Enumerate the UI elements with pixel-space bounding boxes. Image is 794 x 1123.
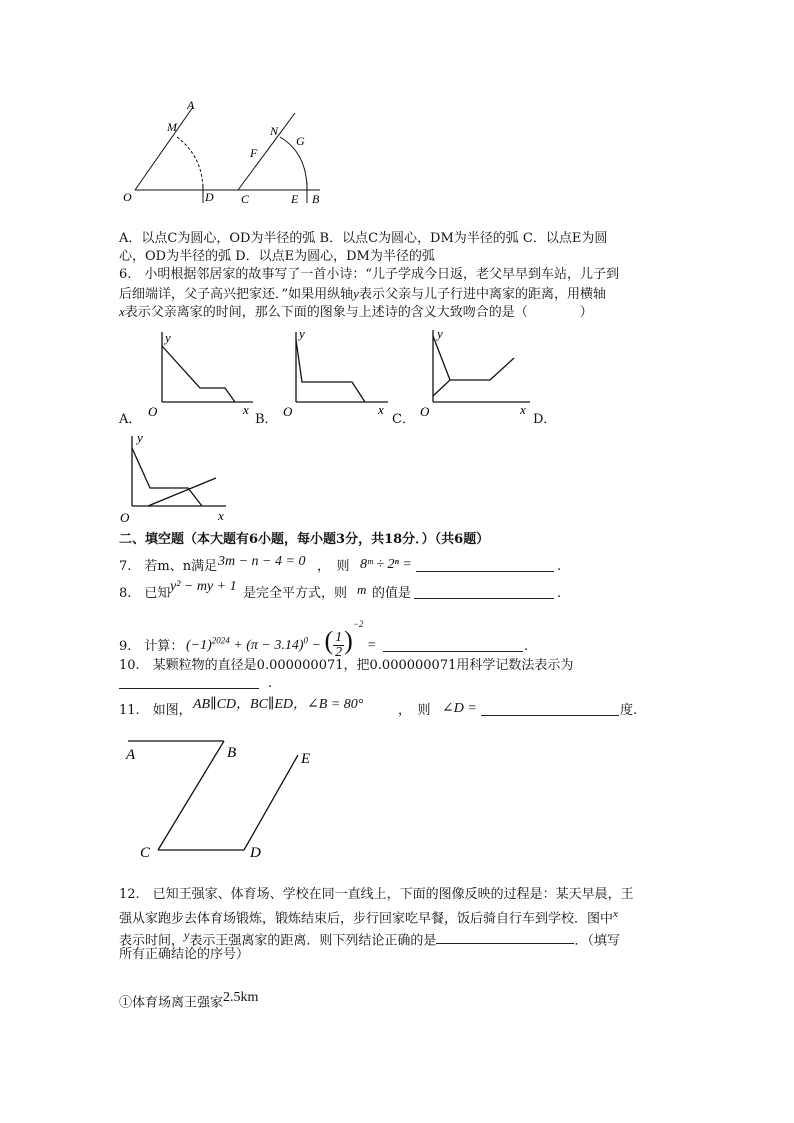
q12-line3-end: ．（填写 (574, 933, 620, 949)
axis-y-label: y (299, 326, 305, 341)
q9-equals: = (366, 638, 377, 653)
q5-options-line2: 心，OD为半径的弧 D．以点E为圆心，DM为半径的弧 (119, 249, 435, 264)
q11-ask: ∠D = (442, 701, 477, 716)
q7-mid: ， 则 (317, 559, 350, 574)
q6-line3 (119, 302, 593, 322)
q11-mid: ， 则 (398, 703, 431, 718)
q6-line2 (119, 284, 606, 304)
origin-label: O (120, 510, 130, 525)
graph-line-return (433, 380, 450, 396)
q9-end: . (524, 639, 529, 654)
q8-rest: 的值是 (372, 586, 412, 601)
q9-exp-c: −2 (352, 619, 364, 629)
label-n: N (270, 124, 279, 138)
q12-line3-rest: 表示王强离家的距离．则下列结论正确的是 (189, 933, 437, 949)
q9-minus: − (311, 638, 321, 653)
origin-label: O (148, 404, 158, 419)
q6-line3-text: 表示父亲离家的时间，那么下面的图象与上述诗的含义大致吻合的是（ ） (124, 305, 593, 320)
q9-frac-den: 2 (335, 645, 343, 661)
axis-x-label: x (218, 508, 224, 523)
q5-options-line1: A．以点C为圆心，OD为半径的弧 B．以点C为圆心，DM为半径的弧 C．以点E为圆 (119, 231, 608, 246)
origin-label: O (420, 404, 430, 419)
axis-x-label: x (243, 402, 249, 417)
origin-label: O (283, 404, 293, 419)
segment-bc (158, 741, 224, 850)
q9-term-b: + (π − 3.14) (233, 638, 304, 653)
q9-frac-num: 1 (335, 630, 343, 646)
label-c: C (140, 845, 151, 861)
label-d: D (250, 845, 261, 861)
q12-var-y: y (184, 928, 190, 942)
graph-line (132, 448, 202, 506)
graph-a-label: A． (119, 412, 142, 427)
q8-end: . (557, 586, 562, 601)
label-a: A (126, 747, 136, 763)
q6-line2-rest: 表示父亲与儿子行进中离家的距离，用横轴 (358, 287, 606, 302)
graph-b-label: B． (255, 412, 278, 427)
q8-mid: 是完全平方式，则 (243, 586, 348, 601)
q7-prefix: 7. 若m、n满足 (119, 559, 218, 574)
q11-answer-blank[interactable] (481, 715, 619, 716)
segment-de (244, 755, 298, 850)
q8-prefix: 8. 已知 (119, 586, 171, 601)
label-g: G (296, 134, 305, 148)
q9-term-a: (−1) (186, 638, 212, 653)
graph-line-return (165, 384, 220, 402)
graph-option-a (145, 328, 265, 423)
label-e: E (291, 192, 299, 206)
q12-line2 (119, 905, 618, 928)
q7-expression: 8ᵐ ÷ 2ⁿ = (360, 557, 412, 572)
q12-line2-text: 强从家跑步去体育场锻炼，锻炼结束后，步行回家吃早餐，饭后骑自行车到学校．图中 (119, 911, 614, 927)
q12-answer-blank[interactable] (436, 930, 574, 944)
q12-line4: 所有正确结论的序号） (119, 947, 250, 962)
graph-option-b (280, 328, 400, 423)
q12-item1-text: ①体育场离王强家 (119, 995, 224, 1011)
axis-x-label: x (378, 402, 384, 417)
q8-answer-blank[interactable] (414, 598, 554, 599)
q12-item1 (119, 988, 258, 1012)
label-o: O (123, 190, 132, 204)
q9-prefix: 9. 计算： (119, 639, 184, 654)
q10-answer-blank[interactable] (119, 688, 259, 689)
q10-end: . (268, 676, 273, 691)
graph-c-label: C． (392, 412, 415, 427)
axis-y-label: y (437, 326, 443, 341)
graph-option-d (118, 428, 238, 528)
q6-line2-text: 后细端详，父子高兴把家还．”如果用纵轴 (119, 287, 354, 302)
q11-expression: AB∥CD，BC∥ED，∠B = 80° (193, 697, 364, 712)
graph-line-return (148, 478, 216, 506)
ray-cn (238, 113, 295, 190)
q8-expression: y² − my + 1 (170, 579, 237, 594)
q12-line3-text: 表示时间， (119, 933, 185, 949)
q12-var-x: x (613, 908, 618, 920)
label-e: E (301, 751, 311, 767)
q6-var-y: y (353, 286, 359, 301)
q10-line1: 10. 某颗粒物的直径是0.000000071，把0.000000071用科学记数法表示为 (119, 658, 574, 673)
q9-exp-a: 2024 (211, 635, 230, 646)
q11-unit: 度. (620, 703, 638, 718)
q7-answer-blank[interactable] (416, 571, 554, 572)
graph-option-c (418, 322, 538, 422)
q8-var-m: m (357, 582, 367, 597)
section-2-heading: 二、填空题（本大题有6小题，每小题3分，共18分．）（共6题） (119, 532, 490, 547)
label-f: F (250, 146, 258, 160)
q7-end: . (557, 559, 562, 574)
label-b: B (312, 192, 320, 206)
arc-md (177, 137, 203, 190)
graph-line (296, 340, 365, 402)
q12-line1: 12. 已知王强家、体育场、学校在同一直线上，下面的图像反映的过程是：某天早晨，王 (119, 887, 634, 902)
q9-expression: $(-1)^{2024} + (\pi - 3.14)^0$ − ( $\frac{1}{2}$ )$^{-2}$ = (186, 619, 377, 661)
graph-line-2 (162, 378, 213, 402)
axis-y-label: y (137, 430, 143, 445)
compass-construction-figure (115, 95, 335, 210)
ray-oa (135, 107, 193, 190)
q6-var-x: x (119, 304, 125, 319)
q9-exp-b: 0 (303, 635, 309, 646)
q7-condition: 3m − n − 4 = 0 (218, 554, 306, 569)
q12-item1-value: 2.5km (223, 990, 259, 1005)
graph-d-label: D． (533, 412, 557, 427)
q9-answer-blank[interactable] (383, 651, 523, 652)
q11-prefix: 11. 如图， (119, 703, 192, 718)
label-a: A (187, 98, 195, 112)
graph-line (162, 346, 235, 402)
axis-x-label: x (520, 402, 526, 417)
q6-line1: 6. 小明根据邻居家的故事写了一首小诗：“儿子学成今日返，老父早早到车站，儿子到 (119, 267, 620, 282)
label-c: C (241, 192, 250, 206)
axis-y-label: y (165, 330, 171, 345)
label-b: B (227, 745, 237, 761)
label-d: D (205, 190, 214, 204)
parallel-lines-figure (120, 735, 330, 865)
graph-line (433, 336, 514, 380)
label-m: M (167, 120, 177, 134)
